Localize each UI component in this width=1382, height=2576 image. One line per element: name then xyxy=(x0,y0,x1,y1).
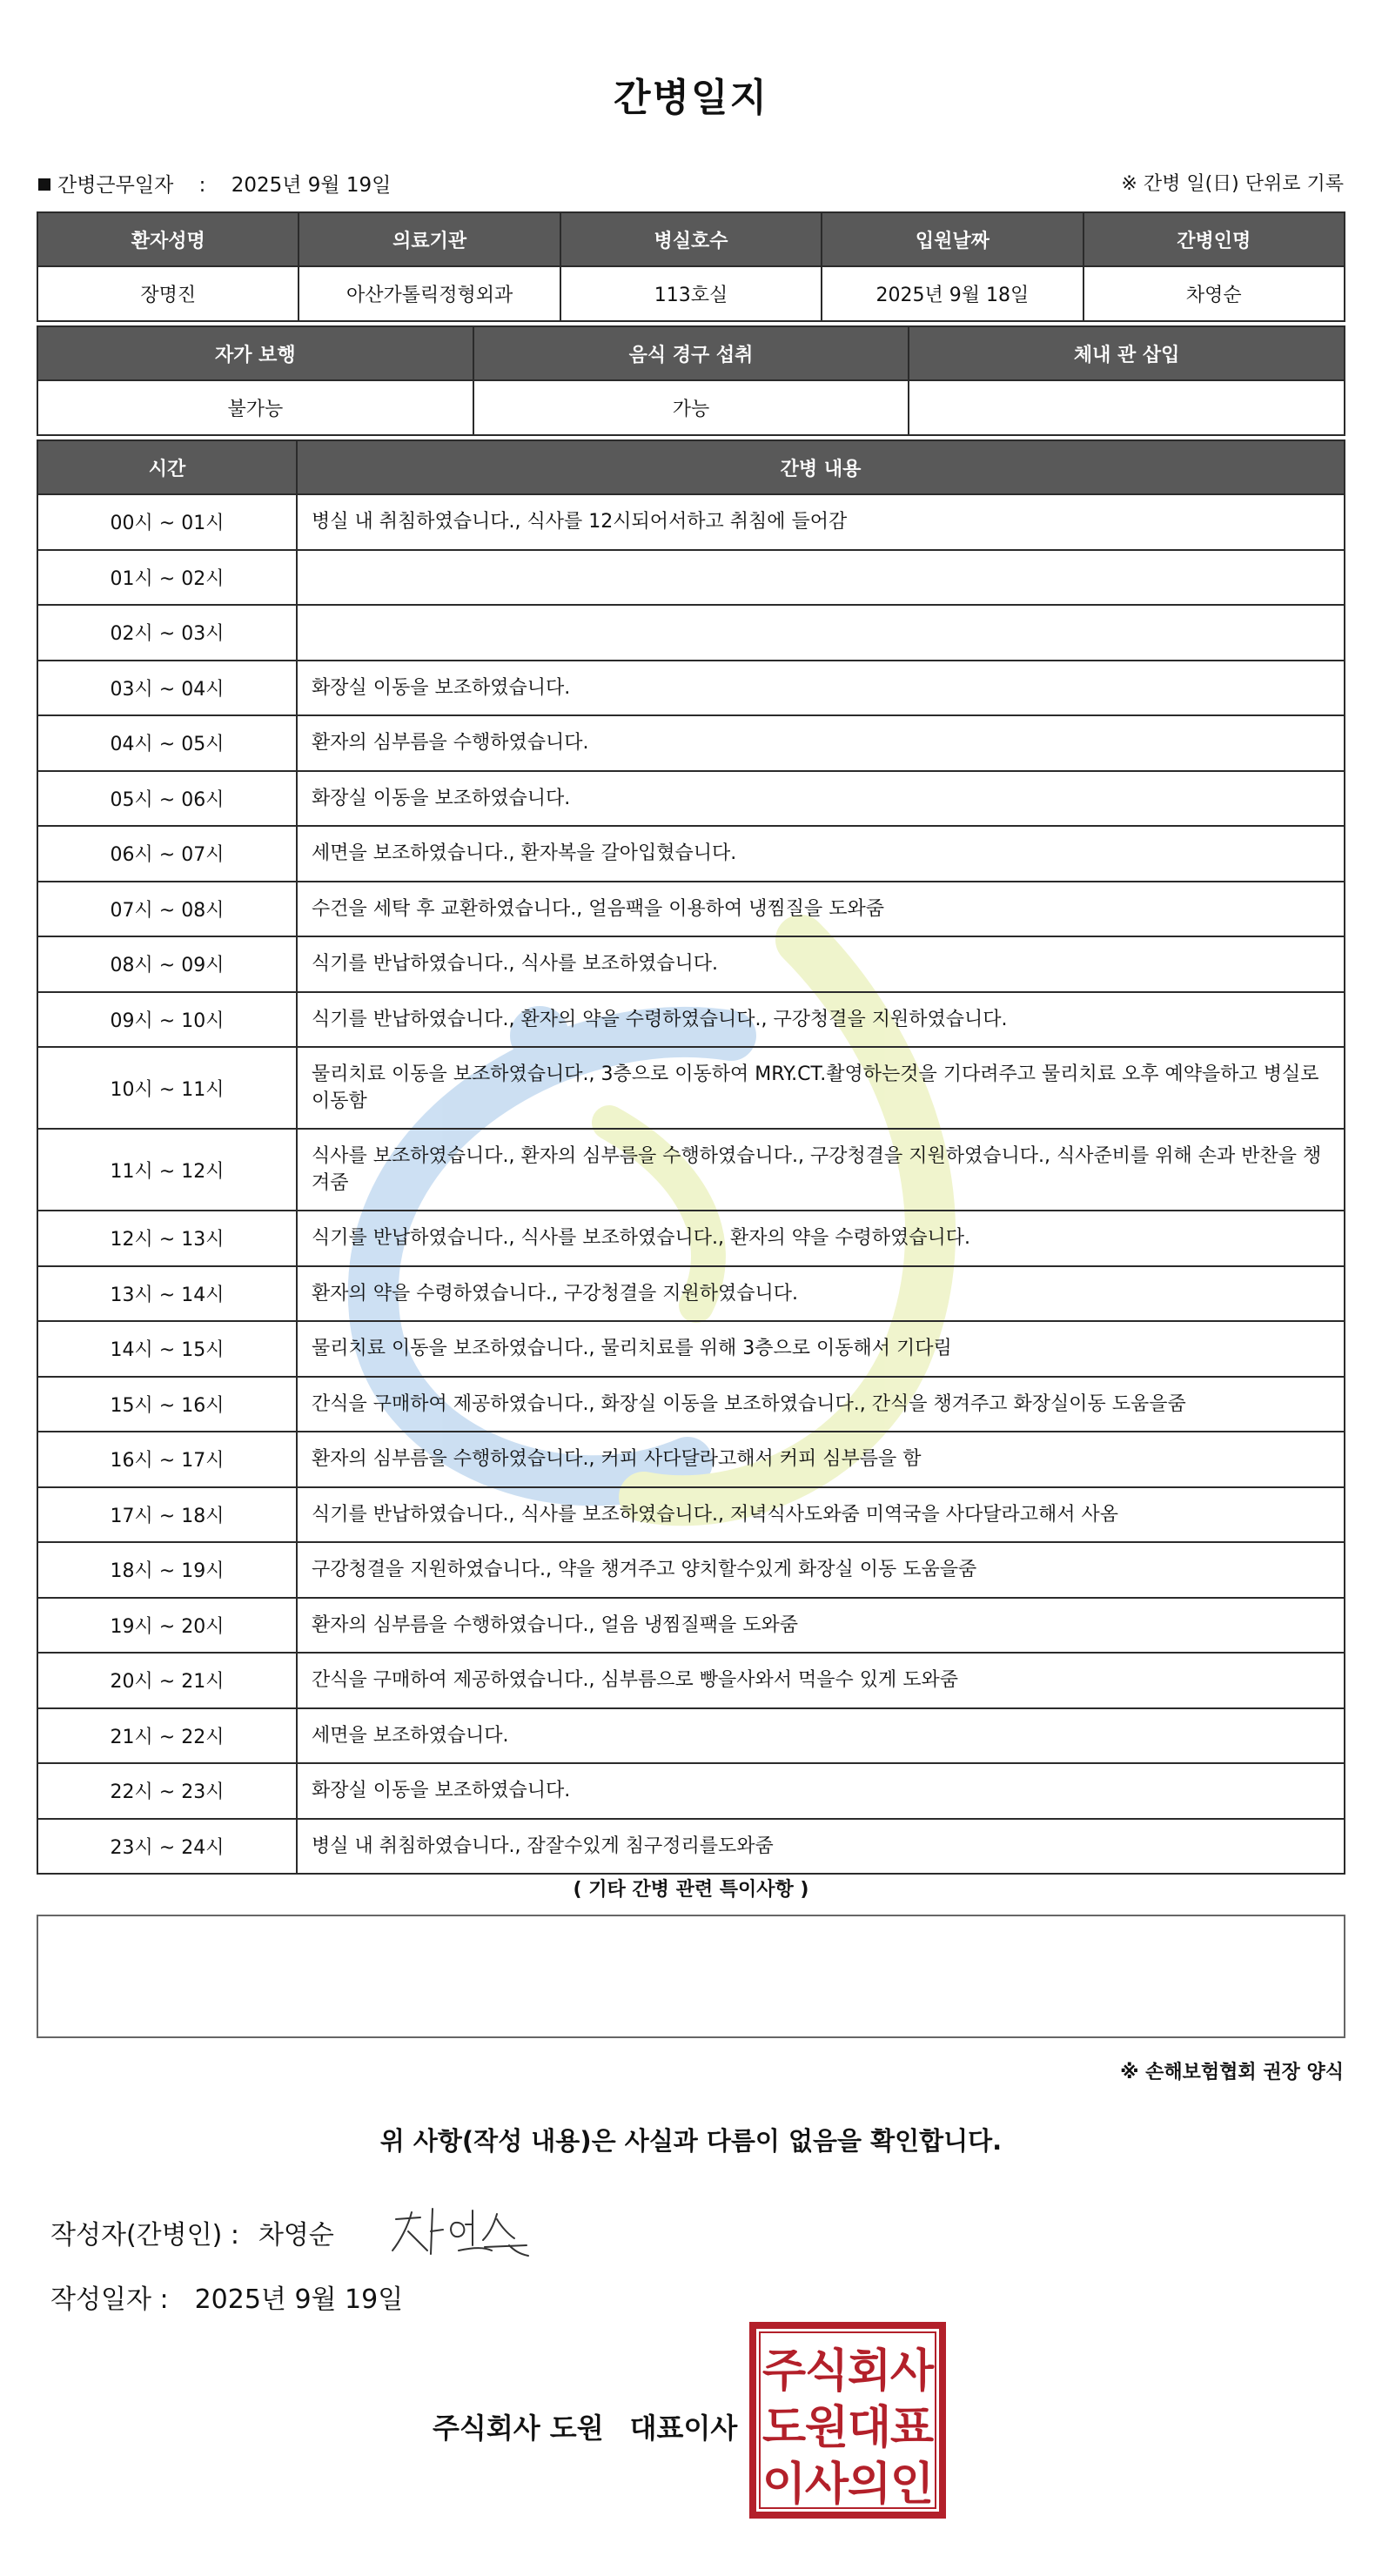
header-tube-insertion: 체내 관 삽입 xyxy=(909,326,1345,380)
log-content-cell: 병실 내 취침하였습니다., 식사를 12시되어서하고 취침에 들어감 xyxy=(297,494,1345,550)
log-time-cell: 06시 ~ 07시 xyxy=(37,826,297,882)
care-log-table xyxy=(37,439,1345,1875)
log-time-cell: 15시 ~ 16시 xyxy=(37,1377,297,1432)
log-row xyxy=(37,882,1345,937)
written-date-line xyxy=(50,2277,403,2316)
header-oral-intake: 음식 경구 섭취 xyxy=(473,326,909,380)
log-row xyxy=(37,771,1345,827)
log-row xyxy=(37,936,1345,992)
written-date-value: 2025년 9월 19일 xyxy=(194,2284,404,2315)
company-seal-stamp xyxy=(749,2322,946,2519)
log-row xyxy=(37,1321,1345,1377)
log-time-cell: 13시 ~ 14시 xyxy=(37,1266,297,1322)
log-content-cell: 식기를 반납하였습니다., 식사를 보조하였습니다., 저녁식사도와줌 미역국을 사다달라고해서 사옴 xyxy=(297,1487,1345,1543)
log-row xyxy=(37,1211,1345,1266)
svg-text:식: 식 xyxy=(804,2345,849,2398)
form-source-note: ※ 손해보험협회 권장 양식 xyxy=(1120,2062,1344,2083)
log-content-cell: 환자의 약을 수령하였습니다., 구강청결을 지원하였습니다. xyxy=(297,1266,1345,1322)
log-row xyxy=(37,1377,1345,1432)
log-row xyxy=(37,605,1345,661)
header-patient-name: 환자성명 xyxy=(37,212,299,266)
company-name: 주식회사 도원 xyxy=(433,2412,604,2445)
log-time-cell: 03시 ~ 04시 xyxy=(37,661,297,716)
log-header-row xyxy=(37,440,1345,494)
log-content-cell: 화장실 이동을 보조하였습니다. xyxy=(297,1763,1345,1819)
log-row xyxy=(37,1129,1345,1211)
patient-info-value-row xyxy=(37,266,1345,321)
work-date xyxy=(38,169,391,198)
log-time-cell: 18시 ~ 19시 xyxy=(37,1542,297,1598)
log-content-cell: 병실 내 취침하였습니다., 잠잘수있게 침구정리를도와줌 xyxy=(297,1819,1345,1875)
patient-status-table xyxy=(37,325,1345,436)
company-line xyxy=(433,2406,737,2446)
log-content-cell: 화장실 이동을 보조하였습니다. xyxy=(297,771,1345,827)
tube-insertion-value xyxy=(909,380,1345,435)
header-care-content: 간병 내용 xyxy=(297,440,1345,494)
work-date-label: 간병근무일자 xyxy=(57,174,174,197)
log-content-cell xyxy=(297,605,1345,661)
log-time-cell: 11시 ~ 12시 xyxy=(37,1129,297,1211)
svg-text:대: 대 xyxy=(847,2402,892,2454)
svg-text:의: 의 xyxy=(847,2459,892,2511)
log-row xyxy=(37,1047,1345,1129)
handwritten-signature xyxy=(387,2200,535,2261)
svg-text:도: 도 xyxy=(761,2402,807,2454)
log-time-cell: 01시 ~ 02시 xyxy=(37,550,297,606)
log-content-cell: 물리치료 이동을 보조하였습니다., 물리치료를 위해 3층으로 이동해서 기다림 xyxy=(297,1321,1345,1377)
log-content-cell: 화장실 이동을 보조하였습니다. xyxy=(297,661,1345,716)
self-walking-value: 불가능 xyxy=(37,380,473,435)
svg-text:인: 인 xyxy=(889,2459,935,2511)
log-row xyxy=(37,1487,1345,1543)
log-content-cell: 식기를 반납하였습니다., 식사를 보조하였습니다., 환자의 약을 수령하였습니다. xyxy=(297,1211,1345,1266)
header-admission-date: 입원날짜 xyxy=(822,212,1083,266)
header-room: 병실호수 xyxy=(560,212,822,266)
svg-text:사: 사 xyxy=(889,2345,935,2398)
log-content-cell: 구강청결을 지원하였습니다., 약을 챙겨주고 양치할수있게 화장실 이동 도움을줌 xyxy=(297,1542,1345,1598)
log-time-cell: 21시 ~ 22시 xyxy=(37,1708,297,1764)
log-time-cell: 16시 ~ 17시 xyxy=(37,1432,297,1487)
log-time-cell: 07시 ~ 08시 xyxy=(37,882,297,937)
log-content-cell xyxy=(297,550,1345,606)
work-date-separator: : xyxy=(198,174,206,197)
log-content-cell: 물리치료 이동을 보조하였습니다., 3층으로 이동하여 MRY.CT.촬영하는것을 기다려주고 물리치료 오후 예약을하고 병실로 이동함 xyxy=(297,1047,1345,1129)
log-time-cell: 19시 ~ 20시 xyxy=(37,1598,297,1654)
author-label: 작성자(간병인) : xyxy=(50,2220,239,2251)
log-row xyxy=(37,1598,1345,1654)
work-date-value: 2025년 9월 19일 xyxy=(231,174,392,197)
log-time-cell: 14시 ~ 15시 xyxy=(37,1321,297,1377)
header-caregiver: 간병인명 xyxy=(1083,212,1345,266)
header-self-walking: 자가 보행 xyxy=(37,326,473,380)
log-row xyxy=(37,1819,1345,1875)
log-time-cell: 00시 ~ 01시 xyxy=(37,494,297,550)
log-content-cell: 환자의 심부름을 수행하였습니다., 커피 사다달라고해서 커피 심부름을 함 xyxy=(297,1432,1345,1487)
room-number: 113호실 xyxy=(560,266,822,321)
log-content-cell: 수건을 세탁 후 교환하였습니다., 얼음팩을 이용하여 냉찜질을 도와줌 xyxy=(297,882,1345,937)
log-row xyxy=(37,1653,1345,1708)
log-content-cell: 환자의 심부름을 수행하였습니다., 얼음 냉찜질팩을 도와줌 xyxy=(297,1598,1345,1654)
written-date-label: 작성일자 : xyxy=(50,2284,169,2315)
svg-text:원: 원 xyxy=(804,2402,849,2454)
oral-intake-value: 가능 xyxy=(473,380,909,435)
status-value-row xyxy=(37,380,1345,435)
log-row xyxy=(37,826,1345,882)
header-time: 시간 xyxy=(37,440,297,494)
log-time-cell: 02시 ~ 03시 xyxy=(37,605,297,661)
patient-info-header-row xyxy=(37,212,1345,266)
log-row xyxy=(37,661,1345,716)
admission-date: 2025년 9월 18일 xyxy=(822,266,1083,321)
log-row xyxy=(37,1708,1345,1764)
status-header-row xyxy=(37,326,1345,380)
log-row xyxy=(37,550,1345,606)
remarks-box xyxy=(37,1915,1345,2038)
log-body xyxy=(37,494,1345,1874)
caregiver-name: 차영순 xyxy=(1083,266,1345,321)
log-content-cell: 환자의 심부름을 수행하였습니다. xyxy=(297,715,1345,771)
log-row xyxy=(37,494,1345,550)
hospital-name: 아산가톨릭정형외과 xyxy=(299,266,560,321)
confirmation-statement: 위 사항(작성 내용)은 사실과 다름이 없음을 확인합니다. xyxy=(379,2126,1003,2156)
log-time-cell: 09시 ~ 10시 xyxy=(37,992,297,1048)
patient-info-table xyxy=(37,211,1345,322)
log-time-cell: 05시 ~ 06시 xyxy=(37,771,297,827)
log-row xyxy=(37,1432,1345,1487)
svg-text:이: 이 xyxy=(761,2459,807,2511)
document-title: 간병일지 xyxy=(613,76,768,120)
log-time-cell: 23시 ~ 24시 xyxy=(37,1819,297,1875)
remarks-label: ( 기타 간병 관련 특이사항 ) xyxy=(573,1879,809,1901)
square-bullet-icon xyxy=(38,178,50,191)
log-time-cell: 17시 ~ 18시 xyxy=(37,1487,297,1543)
patient-name: 장명진 xyxy=(37,266,299,321)
log-time-cell: 22시 ~ 23시 xyxy=(37,1763,297,1819)
log-time-cell: 20시 ~ 21시 xyxy=(37,1653,297,1708)
svg-text:주: 주 xyxy=(761,2345,807,2398)
header-hospital: 의료기관 xyxy=(299,212,560,266)
log-time-cell: 10시 ~ 11시 xyxy=(37,1047,297,1129)
log-row xyxy=(37,1542,1345,1598)
svg-text:회: 회 xyxy=(847,2345,892,2398)
log-content-cell: 식기를 반납하였습니다., 환자의 약을 수령하였습니다., 구강청결을 지원하였습니다. xyxy=(297,992,1345,1048)
unit-note: ※ 간병 일(日) 단위로 기록 xyxy=(1121,173,1344,195)
log-time-cell: 12시 ~ 13시 xyxy=(37,1211,297,1266)
svg-text:표: 표 xyxy=(889,2402,935,2454)
log-content-cell: 식사를 보조하였습니다., 환자의 심부름을 수행하였습니다., 구강청결을 지원하였습니다., 식사준비를 위해 손과 반찬을 챙겨줌 xyxy=(297,1129,1345,1211)
log-time-cell: 08시 ~ 09시 xyxy=(37,936,297,992)
log-content-cell: 간식을 구매하여 제공하였습니다., 화장실 이동을 보조하였습니다., 간식을 챙겨주고 화장실이동 도움을줌 xyxy=(297,1377,1345,1432)
log-time-cell: 04시 ~ 05시 xyxy=(37,715,297,771)
company-representative-title: 대표이사 xyxy=(629,2412,738,2445)
log-content-cell: 식기를 반납하였습니다., 식사를 보조하였습니다. xyxy=(297,936,1345,992)
log-row xyxy=(37,1266,1345,1322)
log-row xyxy=(37,1763,1345,1819)
svg-text:사: 사 xyxy=(804,2459,849,2511)
log-content-cell: 간식을 구매하여 제공하였습니다., 심부름으로 빵을사와서 먹을수 있게 도와줌 xyxy=(297,1653,1345,1708)
log-content-cell: 세면을 보조하였습니다., 환자복을 갈아입혔습니다. xyxy=(297,826,1345,882)
author-name: 차영순 xyxy=(258,2220,334,2251)
log-content-cell: 세면을 보조하였습니다. xyxy=(297,1708,1345,1764)
author-line xyxy=(50,2213,334,2251)
log-row xyxy=(37,992,1345,1048)
log-row xyxy=(37,715,1345,771)
